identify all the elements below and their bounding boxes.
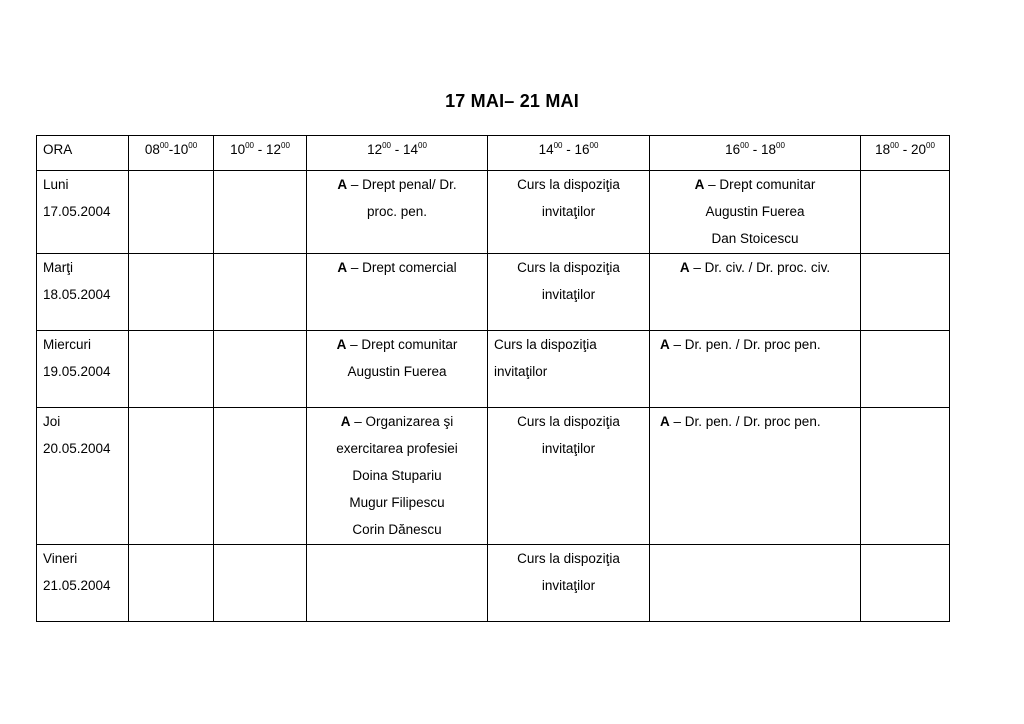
schedule-table <box>36 135 950 622</box>
day-name: Marţi <box>43 260 73 275</box>
header-slot-16-18: $16^{00} - 18^{00}$ <box>650 136 861 171</box>
empty-cell <box>129 254 214 331</box>
course-cell: A – Drept penal/ Dr. proc. pen. <box>307 171 488 254</box>
header-ora: ORA <box>37 136 129 171</box>
course-cell: A – Organizarea şi exercitarea profesiei Doina Stupariu Mugur Filipescu Corin Dănescu <box>307 408 488 545</box>
day-cell <box>37 545 129 622</box>
header-slot-14-16: $14^{00} - 16^{00}$ <box>488 136 650 171</box>
schedule-row-joi <box>37 408 950 545</box>
empty-cell <box>861 331 950 408</box>
course-cell: A – Drept comunitar Augustin Fuerea <box>307 331 488 408</box>
day-date: 20.05.2004 <box>43 441 111 456</box>
day-cell <box>37 331 129 408</box>
empty-cell <box>129 408 214 545</box>
empty-cell <box>129 331 214 408</box>
course-cell: A – Dr. pen. / Dr. proc pen. <box>650 331 861 408</box>
day-date: 19.05.2004 <box>43 364 111 379</box>
day-cell <box>37 254 129 331</box>
empty-cell <box>214 408 307 545</box>
empty-cell <box>214 171 307 254</box>
course-cell: A – Dr. civ. / Dr. proc. civ. <box>650 254 861 331</box>
schedule-row-miercuri <box>37 331 950 408</box>
empty-cell <box>861 545 950 622</box>
schedule-row-vineri <box>37 545 950 622</box>
page-title: 17 MAI– 21 MAI <box>445 91 579 111</box>
course-cell: Curs la dispoziţia invitaţilor <box>488 545 650 622</box>
empty-cell <box>861 171 950 254</box>
day-date: 21.05.2004 <box>43 578 111 593</box>
empty-cell <box>861 408 950 545</box>
header-row <box>37 136 950 171</box>
course-cell: A – Drept comercial <box>307 254 488 331</box>
empty-cell <box>214 545 307 622</box>
day-date: 18.05.2004 <box>43 287 111 302</box>
empty-cell <box>214 254 307 331</box>
empty-cell <box>307 545 488 622</box>
header-slot-18-20: $18^{00} - 20^{00}$ <box>861 136 950 171</box>
course-cell: A – Drept comunitar Augustin Fuerea Dan Stoicescu <box>650 171 861 254</box>
course-cell: A – Dr. pen. / Dr. proc pen. <box>650 408 861 545</box>
day-name: Joi <box>43 414 61 429</box>
empty-cell <box>214 331 307 408</box>
day-name: Vineri <box>43 551 78 566</box>
day-date: 17.05.2004 <box>43 204 111 219</box>
day-name: Luni <box>43 177 69 192</box>
empty-cell <box>129 545 214 622</box>
course-cell: Curs la dispoziţia invitaţilor <box>488 408 650 545</box>
day-cell <box>37 171 129 254</box>
empty-cell <box>650 545 861 622</box>
schedule-row-luni <box>37 171 950 254</box>
course-cell: Curs la dispoziţia invitaţilor <box>488 331 650 408</box>
header-slot-08-10: $08^{00}-10^{00}$ <box>129 136 214 171</box>
header-slot-12-14: $12^{00} - 14^{00}$ <box>307 136 488 171</box>
schedule-row-marti <box>37 254 950 331</box>
empty-cell <box>129 171 214 254</box>
header-slot-10-12: $10^{00} - 12^{00}$ <box>214 136 307 171</box>
course-cell: Curs la dispoziţia invitaţilor <box>488 171 650 254</box>
day-cell <box>37 408 129 545</box>
day-name: Miercuri <box>43 337 92 352</box>
empty-cell <box>861 254 950 331</box>
course-cell: Curs la dispoziţia invitaţilor <box>488 254 650 331</box>
